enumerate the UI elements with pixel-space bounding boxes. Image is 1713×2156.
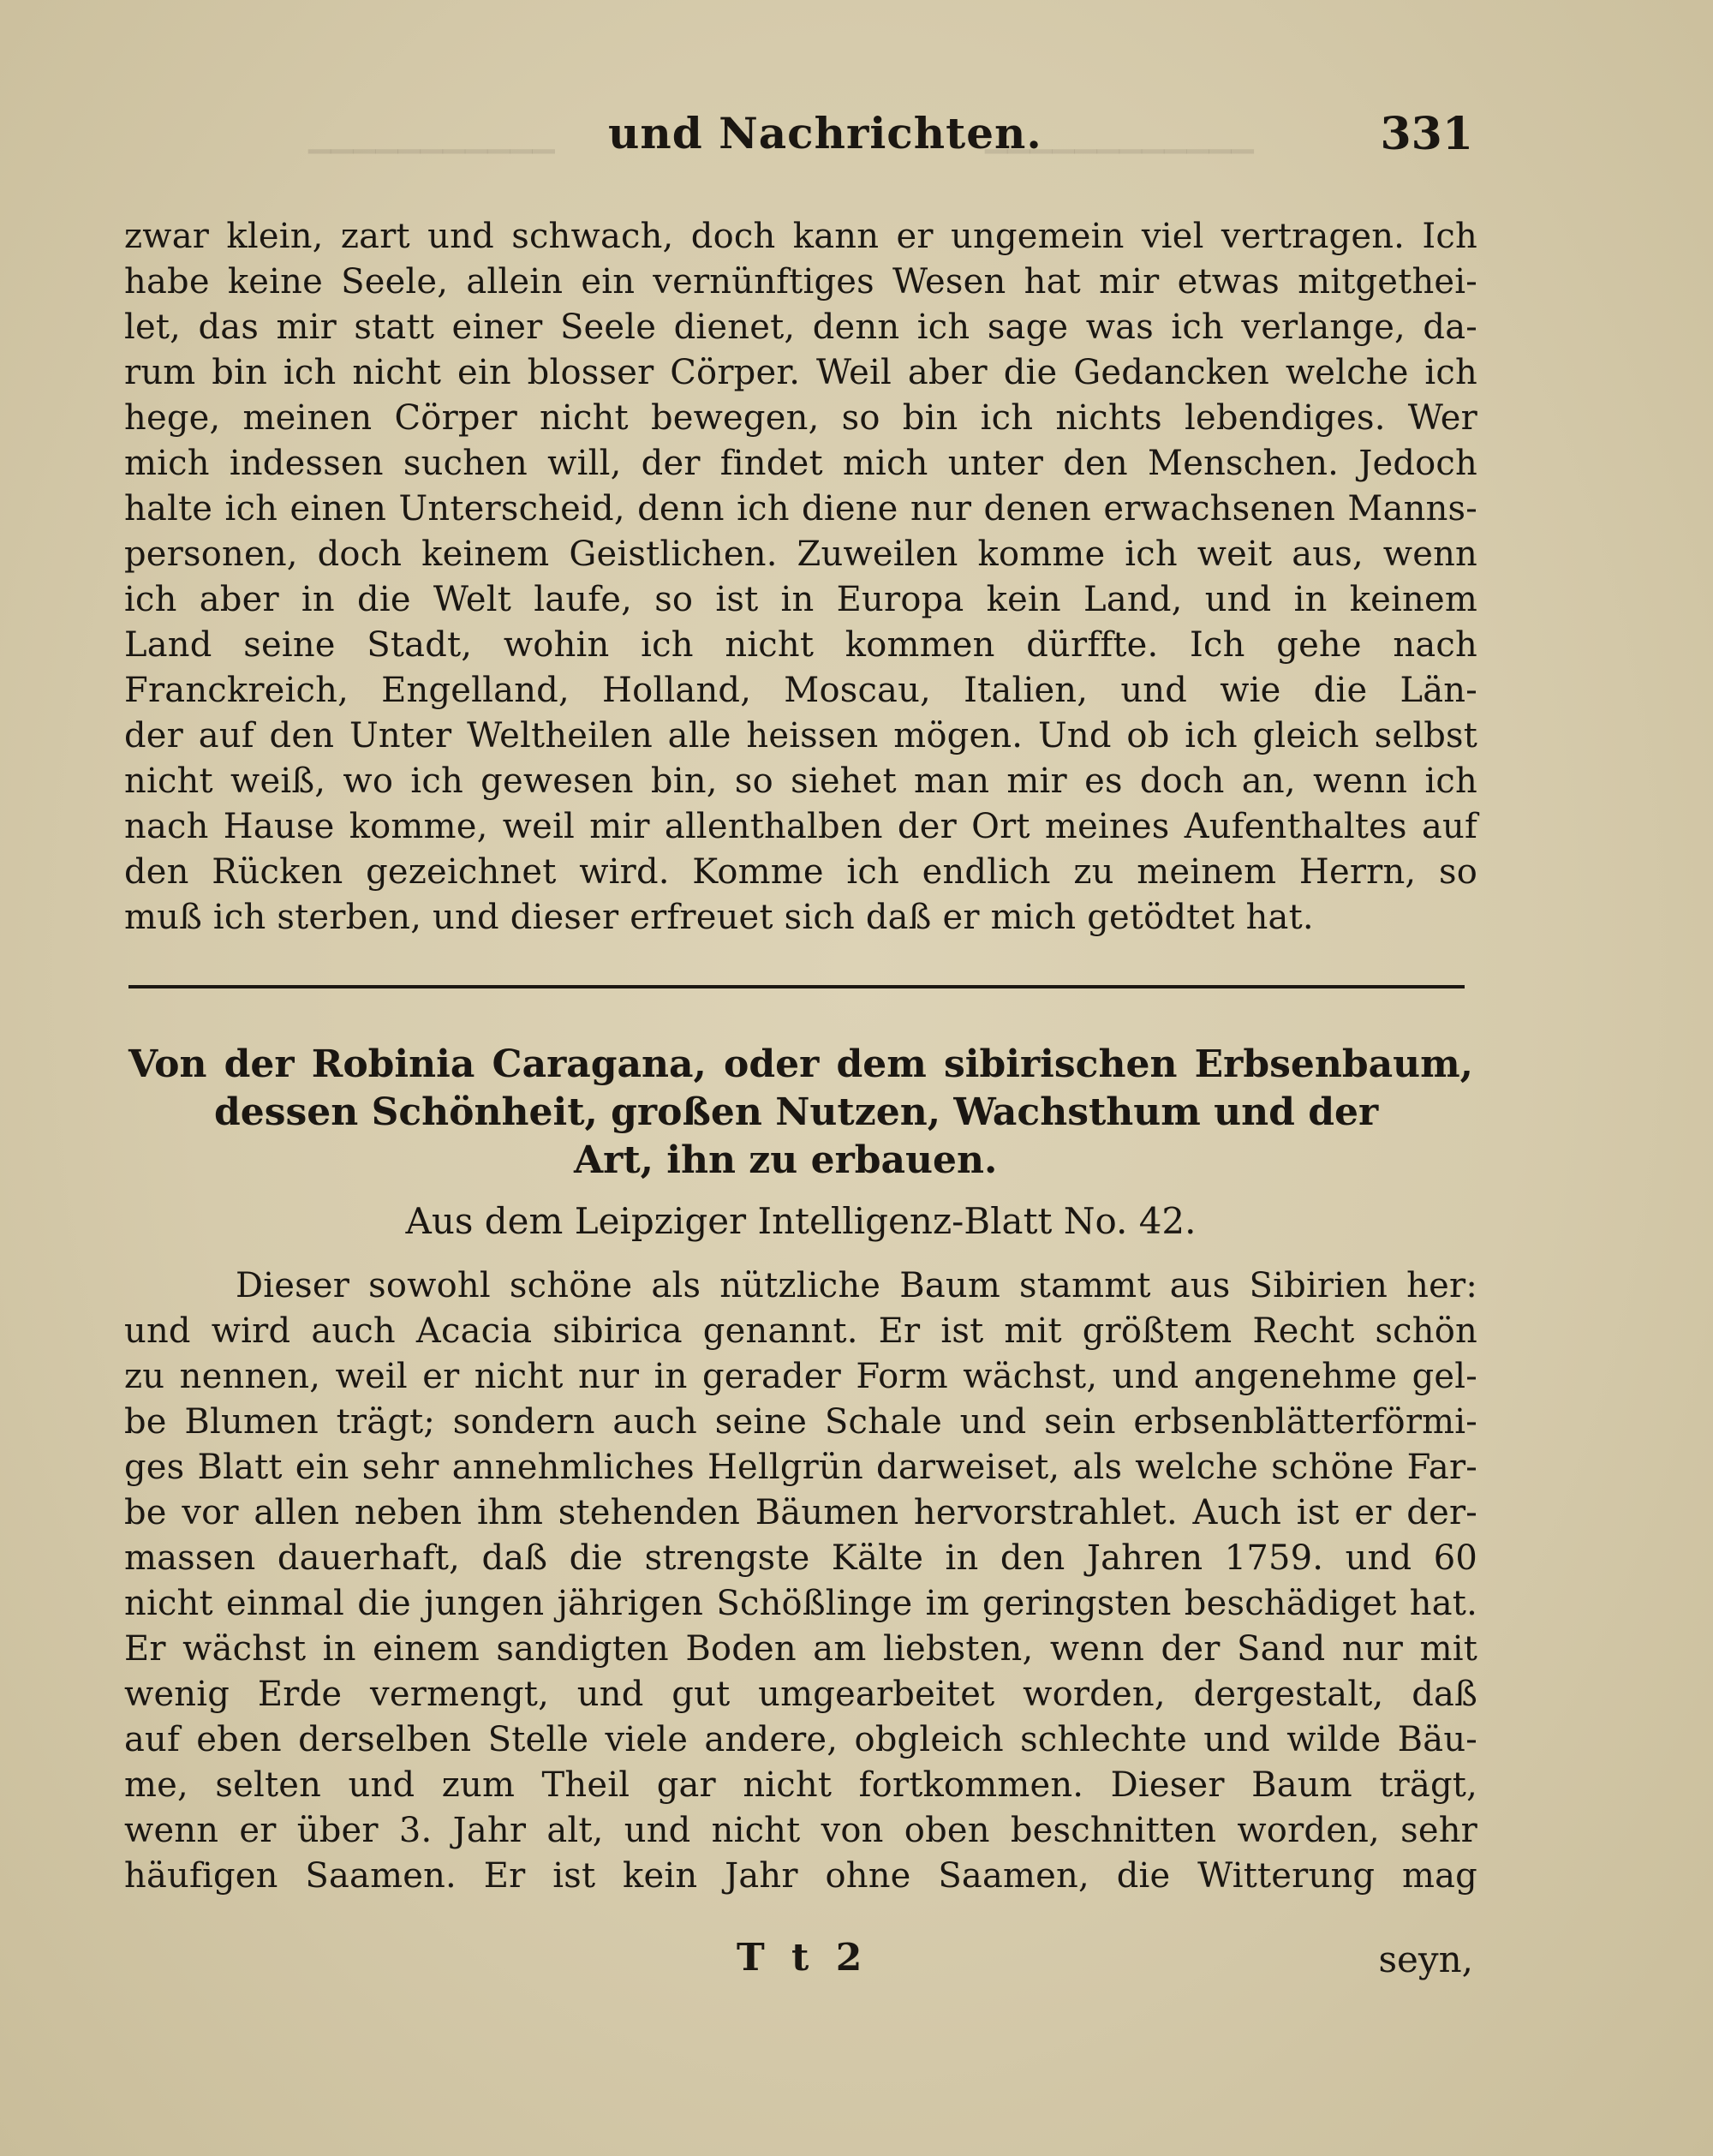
text-line: häufigen Saamen. Er ist kein Jahr ohne Saamen, die Witterung mag — [124, 1856, 1477, 1896]
article-title — [128, 1041, 1473, 1185]
text-line: wenn er über 3. Jahr alt, und nicht von oben beschnitten worden, sehr — [124, 1811, 1477, 1850]
text-line: habe keine Seele, allein ein vernünftiges Wesen hat mir etwas mitgethei- — [124, 262, 1477, 302]
text-line: me, selten und zum Theil gar nicht fortkommen. Dieser Baum trägt, — [124, 1765, 1477, 1805]
text-line: ich aber in die Welt laufe, so ist in Europa kein Land, und in keinem — [124, 580, 1477, 619]
text-line: halte ich einen Unterscheid, denn ich diene nur denen erwachsenen Manns- — [124, 489, 1477, 529]
article-title-line: dessen Schönheit, großen Nutzen, Wachsthum und der — [214, 1090, 1379, 1134]
text-line: Franckreich, Engelland, Holland, Moscau, Italien, und wie die Län- — [124, 671, 1477, 710]
text-line: personen, doch keinem Geistlichen. Zuweilen komme ich weit aus, wenn — [124, 535, 1477, 574]
text-line: ges Blatt ein sehr annehmliches Hellgrün darweiset, als welche schöne Far- — [124, 1448, 1477, 1487]
text-line: zu nennen, weil er nicht nur in gerader Form wächst, und angenehme gel- — [124, 1357, 1477, 1396]
text-line: hege, meinen Cörper nicht bewegen, so bin ich nichts lebendiges. Wer — [124, 398, 1477, 438]
text-line: Dieser sowohl schöne als nützliche Baum stammt aus Sibirien her: — [236, 1266, 1477, 1305]
text-line: nicht weiß, wo ich gewesen bin, so siehet man mir es doch an, wenn ich — [124, 761, 1477, 801]
bleed-through-decoration: ▁▁▁▁▁▁▁▁▁▁▁ — [308, 122, 555, 153]
text-line: und wird auch Acacia sibirica genannt. Er ist mit größtem Recht schön — [124, 1311, 1477, 1351]
text-line: Er wächst in einem sandigten Boden am liebsten, wenn der Sand nur mit — [124, 1629, 1477, 1669]
text-line: der auf den Unter Weltheilen alle heissen mögen. Und ob ich gleich selbst — [124, 716, 1477, 755]
page-number: 331 — [1380, 108, 1473, 160]
running-title: und Nachrichten. — [608, 108, 1042, 158]
article-source: Aus dem Leipziger Intelligenz-Blatt No. 42. — [405, 1200, 1197, 1242]
text-line: wenig Erde vermengt, und gut umgearbeitet worden, dergestalt, daß — [124, 1675, 1477, 1714]
bleed-through-decoration: ▁▁▁▁▁▁▁▁▁▁▁▁ — [985, 122, 1254, 153]
text-line: mich indessen suchen will, der findet mich unter den Menschen. Jedoch — [124, 444, 1477, 483]
text-line: auf eben derselben Stelle viele andere, obgleich schlechte und wilde Bäu- — [124, 1720, 1477, 1759]
page-header — [128, 108, 1473, 168]
text-line: be vor allen neben ihm stehenden Bäumen hervorstrahlet. Auch ist er der- — [124, 1493, 1477, 1532]
text-line: nicht einmal die jungen jährigen Schößlinge im geringsten beschädiget hat. — [124, 1584, 1477, 1623]
text-line: rum bin ich nicht ein blosser Cörper. Weil aber die Gedancken welche ich — [124, 353, 1477, 392]
catchword: seyn, — [1378, 1938, 1473, 1980]
article-title-line: Von der Robinia Caragana, oder dem sibirischen Erbsenbaum, — [128, 1042, 1473, 1086]
text-line: massen dauerhaft, daß die strengste Kälte in den Jahren 1759. und 60 — [124, 1538, 1477, 1578]
text-line: nach Hause komme, weil mir allenthalben der Ort meines Aufenthaltes auf — [124, 807, 1477, 846]
text-line: be Blumen trägt; sondern auch seine Schale und sein erbsenblätterförmi- — [124, 1402, 1477, 1442]
article-body — [124, 1263, 1477, 1899]
text-line: den Rücken gezeichnet wird. Komme ich endlich zu meinem Herrn, so — [124, 852, 1477, 892]
text-line: zwar klein, zart und schwach, doch kann er ungemein viel vertragen. Ich — [124, 217, 1477, 256]
text-line: muß ich sterben, und dieser erfreuet sich daß er mich getödtet hat. — [124, 898, 1314, 937]
text-line: Land seine Stadt, wohin ich nicht kommen dürffte. Ich gehe nach — [124, 625, 1477, 665]
article-title-line: Art, ihn zu erbauen. — [574, 1138, 998, 1182]
riddle-text — [124, 214, 1477, 941]
section-divider — [128, 985, 1465, 988]
signature-mark: T t 2 — [737, 1936, 869, 1980]
text-line: let, das mir statt einer Seele dienet, denn ich sage was ich verlange, da- — [124, 308, 1477, 347]
